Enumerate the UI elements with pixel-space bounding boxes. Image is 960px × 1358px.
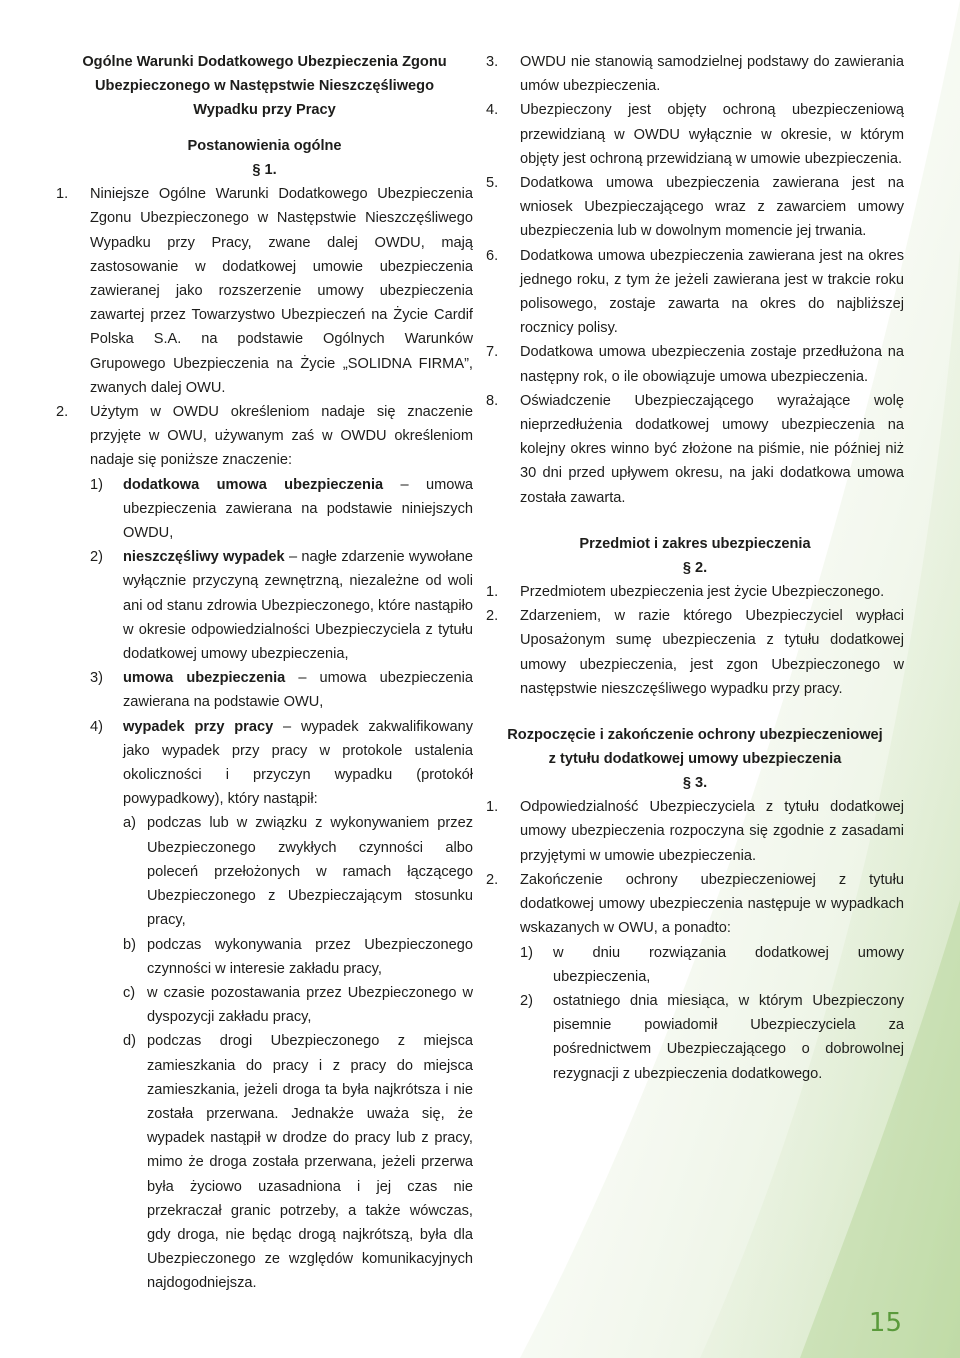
section-number: § 1. [252, 162, 277, 178]
definition-item: 2) nieszczęśliwy wypadek – nagłe zdarzenie wywołane wyłącznie przyczyną zewnętrzną, niezależne od woli ani od stanu zdrowia Ubezpieczonego, które nastąpiło w okresie odpowiedzialności Ubezpieczyciela z tytułu dodatkowej umowy ubezpieczenia, [90, 549, 473, 663]
page-number: 15 [868, 1308, 902, 1338]
section-title: Rozpoczęcie i zakończenie ochrony ubezpieczeniowej z tytułu dodatkowej umowy ubezpieczenia [507, 727, 883, 768]
list-item: 6. Dodatkowa umowa ubezpieczenia zawierana jest na okres jednego roku, z tym że jeżeli zawierana jest w trakcie roku polisowego, zostaje zawarta na okres do najbliższej rocznicy polisy. [486, 247, 904, 337]
sub-item: a) podczas lub w związku z wykonywaniem przez Ubezpieczonego zwykłych czynności albo poleceń przełożonych w ramach łączącego Ubezpieczonego z Ubezpieczającym stosunku pracy, [123, 815, 473, 929]
section-number: § 2. [682, 559, 708, 576]
list-item: 3. OWDU nie stanowią samodzielnej podstawy do zawierania umów ubezpieczenia. [486, 54, 904, 95]
sub-item: b) podczas wykonywania przez Ubezpieczonego czynności w interesie zakładu pracy, [123, 936, 473, 977]
right-column [486, 50, 904, 1086]
list-item: 5. Dodatkowa umowa ubezpieczenia zawierana jest na wniosek Ubezpieczającego wraz z zawarciem umowy ubezpieczenia lub w dowolnym momencie jej trwania. [486, 175, 904, 240]
list-item: 7. Dodatkowa umowa ubezpieczenia zostaje przedłużona na następny rok, o ile obowiązuje umowa ubezpieczenia. [486, 344, 904, 385]
left-column [56, 50, 473, 1296]
list-item: 2. Zakończenie ochrony ubezpieczeniowej z tytułu dodatkowej umowy ubezpieczenia następuje w wypadkach wskazanych w OWU, a ponadto: 1) w dniu rozwiązania dodatkowej umowy ubezpieczenia, 2) ostatniego dnia miesiąca, w którym Ubezpieczony pisemnie powiadomił Ubezpieczyciela za pośrednictwem Ubezpieczającego o dobrowolnej rezygnacji z ubezpieczenia dodatkowego. [486, 868, 904, 1086]
list-item: 4. Ubezpieczony jest objęty ochroną ubezpieczeniową przewidzianą w OWDU wyłącznie w okresie, w którym objęty jest ochroną przewidzianą w umowie ubezpieczenia. [486, 102, 904, 167]
sub-item: 2) ostatniego dnia miesiąca, w którym Ubezpieczony pisemnie powiadomił Ubezpieczyciela za pośrednictwem Ubezpieczającego o dobrowolnej rezygnacji z ubezpieczenia dodatkowego. [520, 992, 904, 1082]
section-number: § 3. [682, 775, 708, 792]
document-title: Ogólne Warunki Dodatkowego Ubezpieczenia Zgonu Ubezpieczonego w Następstwie Nieszczęśliwego Wypadku przy Pracy [82, 54, 447, 118]
list-item: 2. Zdarzeniem, w razie którego Ubezpieczyciel wypłaci Uposażonym sumę ubezpieczenia z tytułu dodatkowej umowy ubezpieczenia, jest zgon Ubezpieczonego w następstwie nieszczęśliwego wypadku przy pracy. [486, 608, 904, 697]
section-title: Postanowienia ogólne [187, 138, 342, 154]
list-item: 1. Niniejsze Ogólne Warunki Dodatkowego Ubezpieczenia Zgonu Ubezpieczonego w Następstwie Nieszczęśliwego Wypadku przy Pracy, zwane dalej OWDU, mają zastosowanie w dodatkowej umowie ubezpieczenia zawieranej jako rozszerzenie umowy ubezpieczenia zawartej przez Towarzystwo Ubezpieczeń na Życie Cardif Polska S.A. na podstawie Ogólnych Warunków Grupowego Ubezpieczenia na Życie „SOLIDNA FIRMA”, zwanych dalej OWU. [56, 186, 473, 396]
sub-item: c) w czasie pozostawania przez Ubezpieczonego w dyspozycji zakładu pracy, [123, 984, 473, 1026]
definition-item: 1) dodatkowa umowa ubezpieczenia – umowa ubezpieczenia zawierana na podstawie niniejszych OWDU, [90, 476, 473, 542]
section-title: Przedmiot i zakres ubezpieczenia [579, 535, 811, 552]
list-item: 8. Oświadczenie Ubezpieczającego wyrażające wolę nieprzedłużenia dodatkowej umowy ubezpieczenia na kolejny okres winno być złożone na piśmie, nie później niż 30 dni przed upływem okresu, na jaki dodatkowa umowa została zawarta. [486, 392, 904, 506]
definition-item: 4) wypadek przy pracy – wypadek zakwalifikowany jako wypadek przy pracy w protokole ustalenia okoliczności i przyczyn wypadku (protokół powypadkowy), który nastąpił: a) podczas lub w związku z wykonywaniem przez Ubezpieczonego zwykłych czynności albo poleceń przełożonych w ramach łączącego Ubezpieczonego z Ubezpieczającym stosunku pracy, b) podczas wykonywania przez Ubezpieczonego czynności w interesie zakładu pracy, c) w czasie pozostawania przez Ubezpieczonego w dyspozycji zakładu pracy, d) podczas drogi Ubezpieczonego z miejsca zamieszkania do pracy i z pracy do miejsca zamieszkania, jeżeli droga ta była najkrótsza i nie została przerwana. Jednakże uważa się, że wypadek nastąpił w drodze do pracy lub z pracy, mimo że droga została przerwana, jeżeli przerwa była życiowo uzasadniona i jej czas nie przekraczał granic potrzeby, a także wówczas, gdy droga, nie będąc drogą najkrótszą, była dla Ubezpieczonego ze względów komunikacyjnych najdogodniejsza. [90, 715, 473, 1296]
list-item: 2. Użytym w OWDU określeniom nadaje się znaczenie przyjęte w OWU, używanym zaś w OWDU określeniom nadaje się poniższe znaczenie: 1) dodatkowa umowa ubezpieczenia – umowa ubezpieczenia zawierana na podstawie niniejszych OWDU, 2) nieszczęśliwy wypadek – nagłe zdarzenie wywołane wyłącznie przyczyną zewnętrzną, niezależne od woli ani od stanu zdrowia Ubezpieczonego, które nastąpiło w okresie odpowiedzialności Ubezpieczyciela z tytułu dodatkowej umowy ubezpieczenia, 3) umowa ubezpieczenia – umowa ubezpieczenia zawierana na podstawie OWU, 4) wypadek przy pracy – wypadek zakwalifikowany jako wypadek przy pracy w protokole ustalenia okoliczności i przyczyn wypadku (protokół powypadkowy), który nastąpił: a) podczas lub w związku z wykonywaniem przez Ubezpieczonego zwykłych czynności albo poleceń przełożonych w ramach łączącego Ubezpieczonego z Ubezpieczającym stosunku pracy, b) podczas wykonywania przez Ubezpieczonego czynności w interesie zakładu pracy, c) w czasie pozostawania przez Ubezpieczonego w dyspozycji zakładu pracy, d) podczas drogi Ubezpieczonego z miejsca zamieszkania do pracy i z pracy do miejsca zamieszkania, jeżeli droga ta była najkrótsza i nie została przerwana. Jednakże uważa się, że wypadek nastąpił w drodze do pracy lub z pracy, mimo że droga została przerwana, jeżeli przerwa była życiowo uzasadniona i jej czas nie przekraczał granic potrzeby, a także wówczas, gdy droga, nie będąc drogą najkrótszą, była dla Ubezpieczonego ze względów komunikacyjnych najdogodniejsza. [56, 400, 473, 1296]
sub-item: d) podczas drogi Ubezpieczonego z miejsca zamieszkania do pracy i z pracy do miejsca zamieszkania, jeżeli droga ta była najkrótsza i nie została przerwana. Jednakże uważa się, że wypadek nastąpił w drodze do pracy lub z pracy, mimo że droga została przerwana, jeżeli przerwa była życiowo uzasadniona i jej czas nie przekraczał granic potrzeby, a także wówczas, gdy droga, nie będąc drogą najkrótszą, była dla Ubezpieczonego ze względów komunikacyjnych najdogodniejsza. [123, 1033, 473, 1292]
list-item: 1. Przedmiotem ubezpieczenia jest życie Ubezpieczonego. [486, 584, 885, 601]
definition-item: 3) umowa ubezpieczenia – umowa ubezpieczenia zawierana na podstawie OWU, [90, 670, 473, 711]
list-item: 1. Odpowiedzialność Ubezpieczyciela z tytułu dodatkowej umowy ubezpieczenia rozpoczyna się zgodnie z zasadami przyjętymi w umowie ubezpieczenia. [486, 799, 904, 864]
sub-item: 1) w dniu rozwiązania dodatkowej umowy ubezpieczenia, [520, 944, 904, 985]
